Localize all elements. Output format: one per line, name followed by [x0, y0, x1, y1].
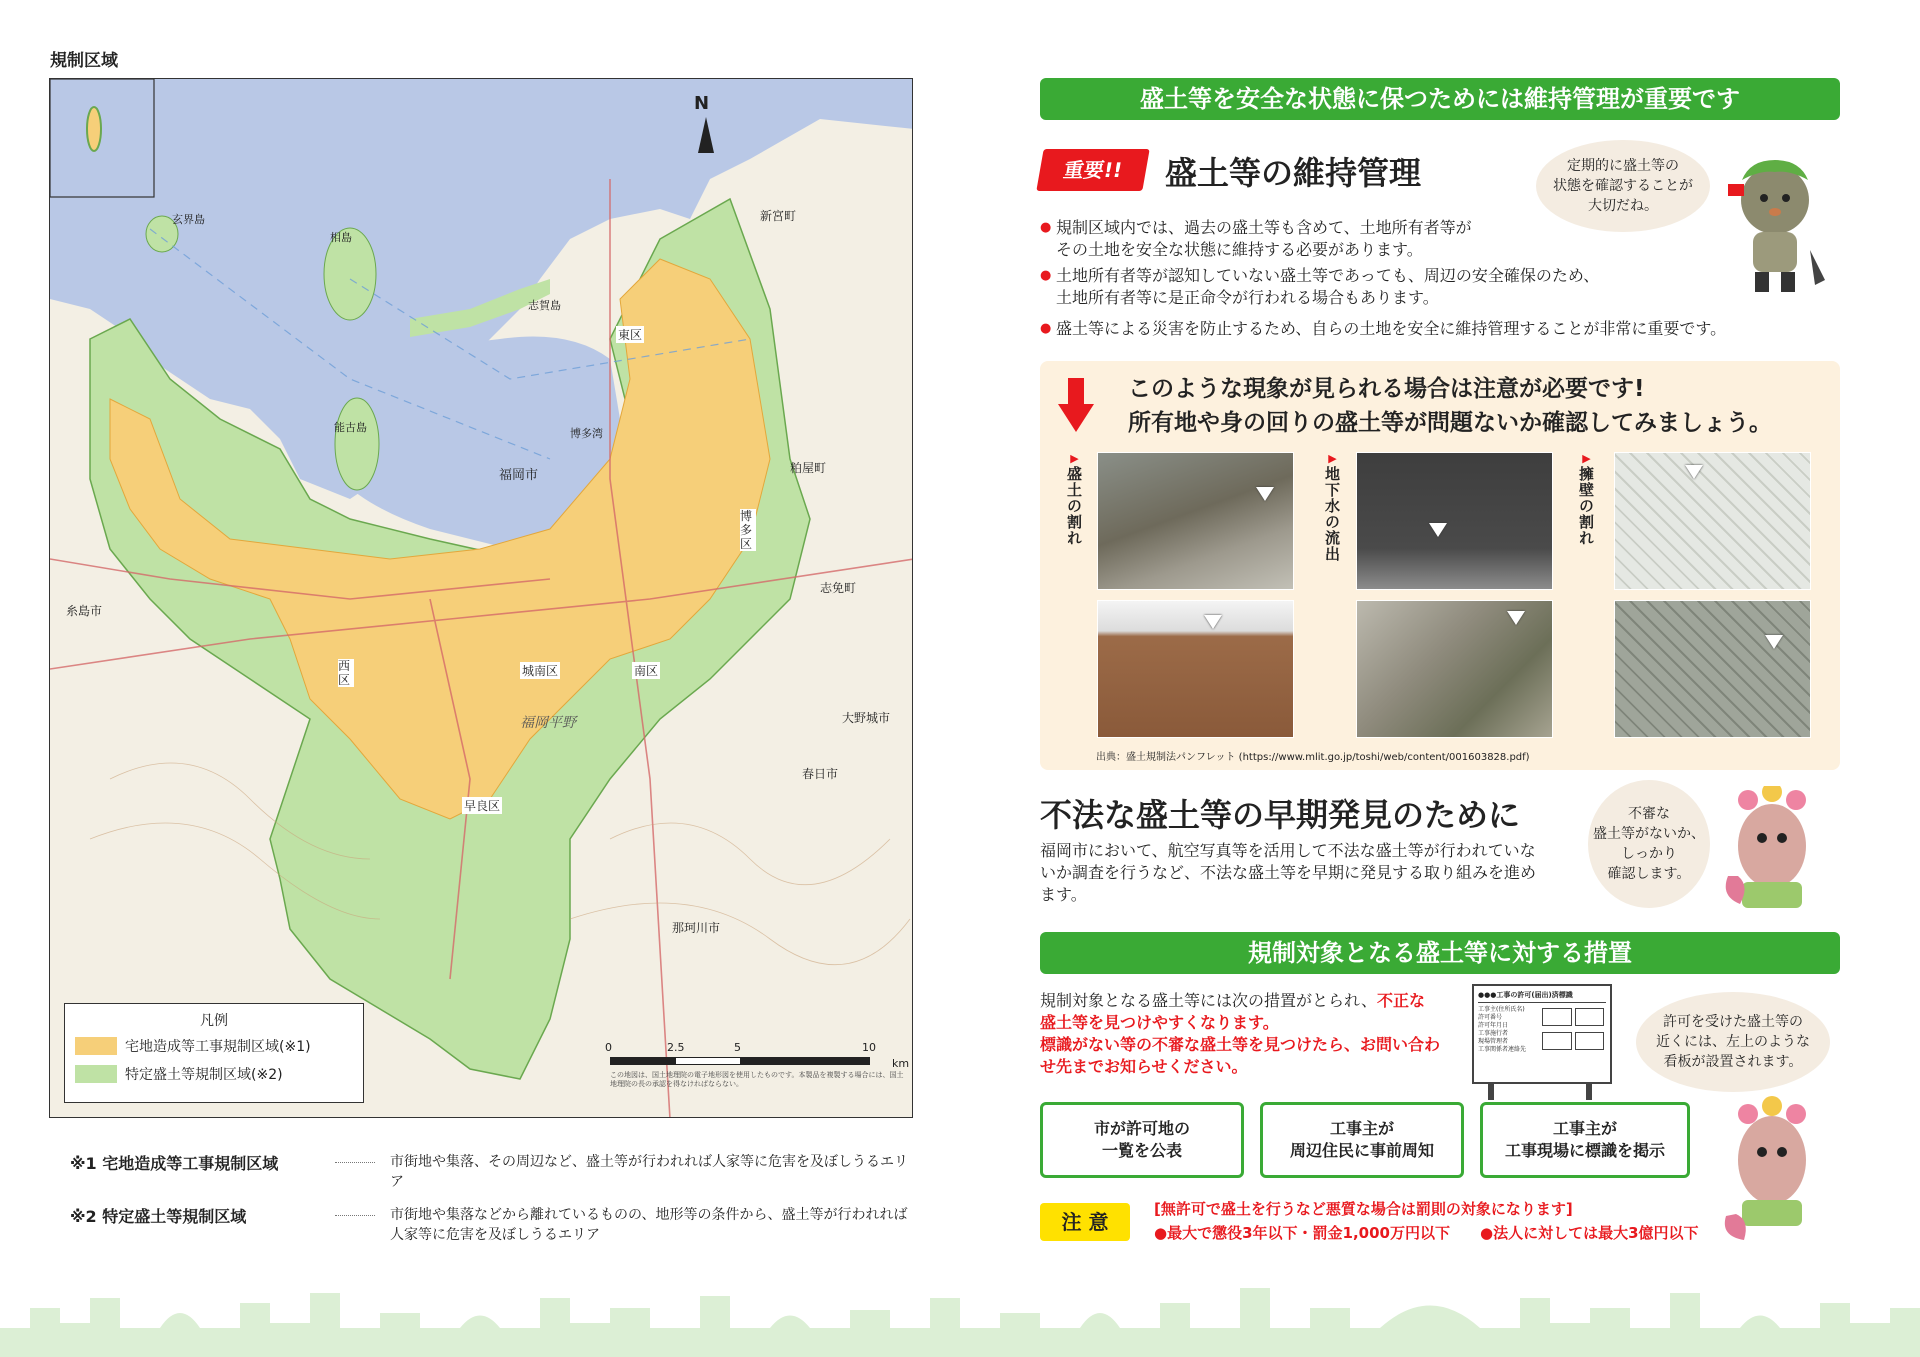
map-legend — [64, 1003, 364, 1103]
north-label: N — [694, 93, 710, 114]
bullet-line: ● 盛土等による災害を防止するため、自らの土地を安全に維持管理することが非常に重要です。 — [1056, 319, 1727, 338]
map-label-higashi: 東区 — [618, 328, 643, 342]
map-label-shikanoshima: 志賀島 — [528, 299, 561, 312]
note-key: ※2 特定盛土等規制区域 — [70, 1206, 247, 1226]
map-label-fukuoka: 福岡市 — [499, 468, 539, 483]
measure-line: 周辺住民に事前周知 — [1289, 1141, 1434, 1160]
sign-row: 工事施行者 — [1478, 1030, 1509, 1037]
map-label-hakata-bay: 博多湾 — [570, 427, 603, 440]
photo-wall-crack-2 — [1614, 600, 1811, 738]
scale-tick: 5 — [734, 1041, 741, 1054]
map-label-kasuga: 春日市 — [802, 767, 839, 781]
map-label-jonan: 城南区 — [522, 664, 559, 678]
bullet-line: ● 土地所有者等が認知していない盛土等であっても、周辺の安全確保のため、 — [1056, 266, 1600, 285]
phenomenon-label: ▶盛土の割れ — [1065, 452, 1083, 546]
map-label-sawara: 早良区 — [464, 799, 501, 813]
scale-unit: km — [892, 1057, 910, 1070]
measures-text-normal: 規制対象となる盛土等には次の措置がとられ、 — [1040, 991, 1377, 1010]
legend-item-label: 宅地造成等工事規制区域(※1) — [125, 1039, 311, 1055]
scale-tick: 0 — [605, 1041, 612, 1054]
bubble-line: 状態を確認することが — [1553, 178, 1693, 194]
sign-post — [1488, 1084, 1494, 1100]
map-graphic — [50, 79, 913, 1118]
map-label-nokonoshima: 能古島 — [334, 421, 367, 434]
map-label-genkaijima: 玄界島 — [172, 213, 205, 226]
sign-row: 許可年月日 — [1478, 1022, 1509, 1029]
measure-line: 市が許可地の — [1093, 1119, 1190, 1138]
legend-swatch-green — [75, 1065, 117, 1083]
measure-line: 工事主が — [1552, 1119, 1617, 1138]
note-item — [70, 1152, 910, 1193]
scale-tick: 2.5 — [667, 1041, 685, 1054]
sign-post — [1586, 1084, 1592, 1100]
photo-wall-crack-1 — [1614, 452, 1811, 590]
permit-sign-illustration — [1472, 984, 1612, 1084]
map-label-shingu: 新宮町 — [760, 209, 797, 223]
photo-soil-crack-2 — [1097, 600, 1294, 738]
map-label-hakata: 博多区 — [740, 509, 756, 551]
photo-soil-crack-1 — [1097, 452, 1294, 590]
speech-bubble-2 — [1588, 780, 1710, 908]
note-key: ※1 宅地造成等工事規制区域 — [70, 1154, 279, 1173]
photo-groundwater-1 — [1356, 452, 1553, 590]
sign-row: 許可番号 — [1478, 1014, 1503, 1021]
banner-measures: 規制対象となる盛土等に対する措置 — [1040, 932, 1840, 974]
note-desc: 市街地や集落などから離れているものの、地形等の条件から、盛土等が行われれば人家等に危害を及ぼしうるエリア — [390, 1206, 908, 1243]
note-item — [70, 1205, 910, 1246]
measures-text — [1040, 990, 1450, 1078]
early-detection-title: 不法な盛土等の早期発見のために — [1040, 796, 1521, 834]
maintenance-bullets — [1040, 217, 1720, 313]
measures-text-red: 不正な — [1376, 991, 1425, 1010]
map-label-minami: 南区 — [634, 664, 659, 678]
banner-maintenance: 盛土等を安全な状態に保つためには維持管理が重要です — [1040, 78, 1840, 120]
bubble-line: 不審な — [1628, 806, 1670, 822]
legend-item — [75, 1064, 353, 1084]
map-label-kasuya: 粕屋町 — [790, 461, 827, 475]
map-label-ainoshima: 相島 — [330, 231, 352, 244]
penalty-item: ●法人に対しては最大3億円以下 — [1480, 1224, 1699, 1242]
source-note: 出典：盛土規制法パンフレット (https://www.mlit.go.jp/toshi/web/content/001603828.pdf) — [1096, 752, 1530, 763]
note-desc: 市街地や集落、その周辺など、盛土等が行われれば人家等に危害を及ぼしうるエリア — [390, 1154, 908, 1191]
penalty-item: ●最大で懲役3年以下・罰金1,000万円以下 — [1154, 1224, 1450, 1242]
north-arrow-icon — [698, 117, 714, 153]
bubble-line: 看板が設置されます。 — [1663, 1054, 1803, 1070]
legend-item — [75, 1036, 353, 1056]
important-tag: 重要!! — [1036, 149, 1149, 191]
bubble-line: 盛土等がないか、 — [1593, 826, 1705, 842]
phenomenon-label: ▶擁壁の割れ — [1577, 452, 1595, 546]
map-label-itoshima: 糸島市 — [66, 604, 103, 618]
measures-text-red: 盛土等を見つけやすくなります。 — [1040, 1013, 1279, 1032]
caution-title-line: 所有地や身の回りの盛土等が問題ないか確認してみましょう。 — [1128, 410, 1772, 436]
bubble-line: 定期的に盛土等の — [1567, 158, 1679, 174]
map-label-nakagawa: 那珂川市 — [672, 921, 721, 935]
bubble-line: 近くには、左上のような — [1656, 1034, 1810, 1050]
legend-item-label: 特定盛土等規制区域(※2) — [125, 1067, 283, 1083]
speech-bubble-3 — [1636, 992, 1830, 1092]
bullet-item — [1040, 318, 1830, 340]
photo-groundwater-2 — [1356, 600, 1553, 738]
maintenance-title: 盛土等の維持管理 — [1165, 154, 1422, 192]
map-label-onojo: 大野城市 — [842, 711, 891, 725]
map-label-plain: 福岡平野 — [520, 715, 576, 731]
caution-title — [1128, 372, 1772, 440]
measure-box-sign-posting — [1480, 1102, 1690, 1178]
penalty-title: [無許可で盛土を行うなど悪質な場合は罰則の対象になります] — [1154, 1200, 1573, 1218]
bubble-line: 許可を受けた盛土等の — [1663, 1014, 1803, 1030]
mascot-girl-icon — [1720, 1096, 1830, 1246]
measure-box-prior-notice — [1260, 1102, 1464, 1178]
measure-line: 工事現場に標識を掲示 — [1504, 1141, 1665, 1160]
map-heading: 規制区域 — [50, 51, 118, 71]
map-notes — [70, 1152, 910, 1257]
measure-box-public-list — [1040, 1102, 1244, 1178]
caution-title-line: このような現象が見られる場合は注意が必要です! — [1128, 376, 1645, 402]
bubble-line: 確認します。 — [1607, 866, 1691, 882]
sign-row: 工事主(住所氏名) — [1478, 1006, 1525, 1013]
map-credit: この地図は、国土地理院の電子地形図を使用したものです。本製品を複製する場合には、国土地理院の長の承認を得なければならない。 — [610, 1071, 904, 1088]
down-arrow-icon — [1058, 378, 1094, 432]
text-line: いか調査を行うなど、不法な盛土等を早期に発見する取り組みを進め — [1040, 863, 1537, 882]
bubble-line: しっかり — [1621, 846, 1677, 862]
legend-title: 凡例 — [200, 1013, 228, 1029]
map-label-shime: 志免町 — [820, 581, 857, 595]
scale-bar — [610, 1057, 870, 1065]
bullet-line: 土地所有者等に是正命令が行われる場合もあります。 — [1056, 288, 1439, 307]
bullet-line: その土地を安全な状態に維持する必要があります。 — [1056, 240, 1423, 259]
measures-text-red: 標識がない等の不審な盛土等を見つけたら、お問い合わせ先までお知らせください。 — [1040, 1035, 1441, 1076]
phenomenon-label: ▶地下水の流出 — [1323, 452, 1341, 562]
caution-tag: 注 意 — [1040, 1203, 1130, 1241]
mascot-girl-icon — [1720, 786, 1830, 926]
measure-line: 工事主が — [1329, 1119, 1394, 1138]
regulation-map — [49, 78, 913, 1118]
map-label-nishi: 西区 — [338, 659, 354, 687]
bullet-item — [1040, 217, 1720, 261]
measure-line: 一覧を公表 — [1101, 1141, 1182, 1160]
sign-title: ●●●工事の許可(届出)済標識 — [1478, 990, 1606, 1003]
mascot-character-icon — [1720, 150, 1830, 300]
skyline-decoration — [0, 1268, 1920, 1357]
text-line: ます。 — [1040, 885, 1087, 904]
text-line: 福岡市において、航空写真等を活用して不法な盛土等が行われていな — [1040, 841, 1536, 860]
scale-tick: 10 — [862, 1041, 876, 1054]
bullet-line: ● 規制区域内では、過去の盛土等も含めて、土地所有者等が — [1056, 218, 1472, 237]
legend-swatch-yellow — [75, 1037, 117, 1055]
bubble-line: 大切だね。 — [1588, 198, 1658, 214]
sign-row: 工事関係者連絡先 — [1478, 1046, 1527, 1053]
bullet-item — [1040, 265, 1720, 309]
early-detection-text — [1040, 840, 1600, 906]
sign-row: 現場管理者 — [1478, 1038, 1509, 1045]
